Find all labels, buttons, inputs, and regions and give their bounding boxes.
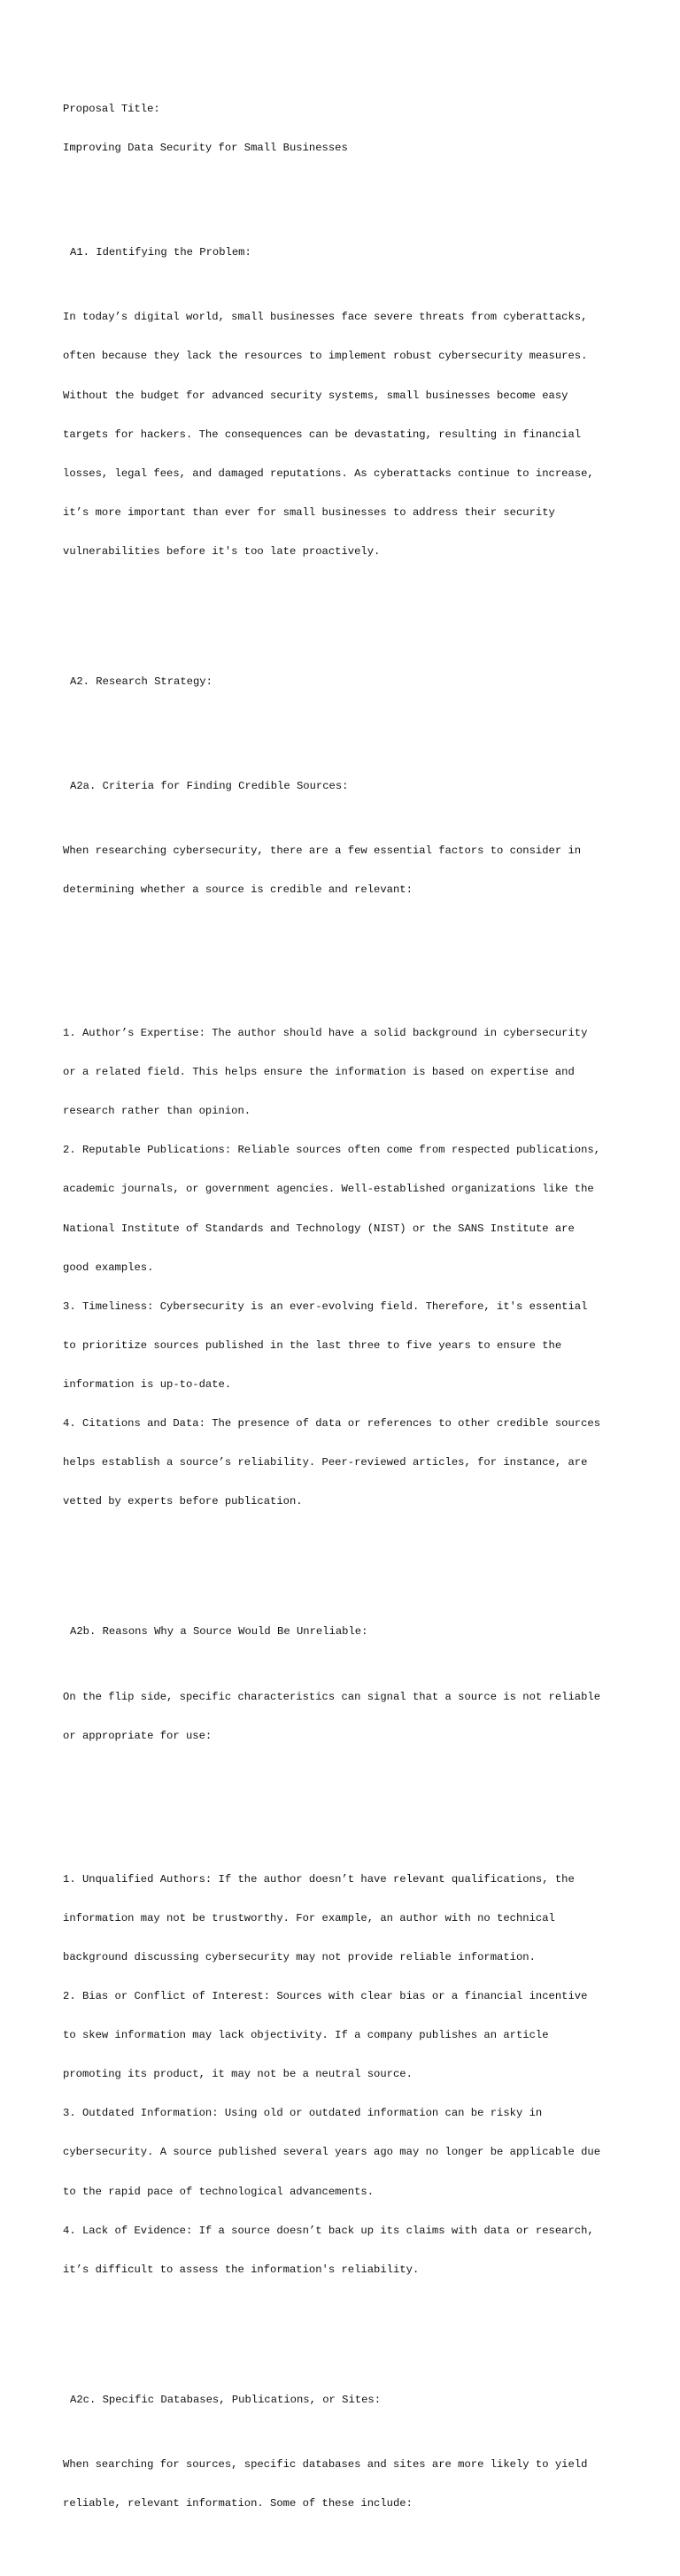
list-line: to skew information may lack objectivity. If a company publishes an article — [63, 2029, 549, 2042]
list-line: good examples. — [63, 1261, 154, 1274]
paragraph-line: determining whether a source is credible and relevant: — [63, 883, 413, 897]
paragraph-line: reliable, relevant information. Some of these include: — [63, 2497, 413, 2510]
list-line: helps establish a source’s reliability. Peer-reviewed articles, for instance, are — [63, 1456, 588, 1469]
proposal-title-label: Proposal Title: — [63, 103, 160, 116]
list-line: 3. Timeliness: Cybersecurity is an ever-evolving field. Therefore, it's essential — [63, 1300, 588, 1313]
document-body — [63, 64, 630, 2576]
list-line: information is up-to-date. — [63, 1377, 232, 1391]
section-a2-heading: A2. Research Strategy: — [70, 675, 212, 689]
spacer — [63, 1561, 630, 1586]
spacer — [63, 2328, 630, 2354]
spacer — [63, 949, 630, 975]
paragraph-line: or appropriate for use: — [63, 1729, 212, 1742]
spacer — [63, 1794, 630, 1820]
list-line: vetted by experts before publication. — [63, 1495, 303, 1508]
list-line: 4. Lack of Evidence: If a source doesn’t back up its claims with data or research, — [63, 2224, 594, 2237]
list-line: 4. Citations and Data: The presence of data or references to other credible sources — [63, 1417, 601, 1431]
list-line: 1. Unqualified Authors: If the author doesn’t have relevant qualifications, the — [63, 1872, 575, 1886]
proposal-title: Improving Data Security for Small Businesses — [63, 142, 348, 155]
list-line: to the rapid pace of technological advancements. — [63, 2185, 375, 2198]
section-a2b-intro — [63, 1664, 630, 1769]
spacer — [63, 181, 630, 206]
list-line: to prioritize sources published in the last three to five years to ensure the — [63, 1338, 562, 1352]
paragraph-line: When researching cybersecurity, there are a few essential factors to consider in — [63, 845, 582, 858]
paragraph-line: vulnerabilities before it's too late proactively. — [63, 545, 381, 558]
list-line: 1. Author’s Expertise: The author should have a solid background in cybersecurity — [63, 1026, 588, 1039]
list-line: cybersecurity. A source published several years ago may no longer be applicable due — [63, 2146, 601, 2159]
section-a2a-heading: A2a. Criteria for Finding Credible Sources: — [70, 779, 349, 792]
list-line: or a related field. This helps ensure the information is based on expertise and — [63, 1066, 575, 1079]
list-line: National Institute of Standards and Technology (NIST) or the SANS Institute are — [63, 1222, 575, 1235]
section-a2c-heading: A2c. Specific Databases, Publications, or Sites: — [70, 2393, 382, 2406]
list-line: background discussing cybersecurity may not provide reliable information. — [63, 1950, 536, 1963]
paragraph-line: Without the budget for advanced security systems, small businesses become easy — [63, 389, 568, 402]
section-a2c-intro — [63, 2433, 630, 2537]
list-line: promoting its product, it may not be a neutral source. — [63, 2068, 413, 2081]
list-line: 2. Reputable Publications: Reliable sources often come from respected publications, — [63, 1144, 601, 1157]
paragraph-line: it’s more important than ever for small businesses to address their security — [63, 505, 555, 519]
spacer — [63, 714, 630, 740]
paragraph-line: In today’s digital world, small businesses face severe threats from cyberattacks, — [63, 311, 588, 324]
paragraph-line: targets for hackers. The consequences can be devastating, resulting in financial — [63, 428, 582, 441]
section-a2b-list — [63, 1847, 630, 2302]
list-line: 3. Outdated Information: Using old or outdated information can be risky in — [63, 2107, 543, 2120]
list-line: information may not be trustworthy. For example, an author with no technical — [63, 1911, 555, 1924]
list-line: research rather than opinion. — [63, 1105, 251, 1118]
section-a2b-heading: A2b. Reasons Why a Source Would Be Unreliable: — [70, 1625, 368, 1639]
spacer — [63, 611, 630, 636]
paragraph-line: On the flip side, specific characteristics can signal that a source is not reliable — [63, 1690, 601, 1703]
list-line: it’s difficult to assess the information's reliability. — [63, 2263, 420, 2276]
section-a2a-intro — [63, 819, 630, 923]
section-a2a-list — [63, 1001, 630, 1535]
paragraph-line: When searching for sources, specific databases and sites are more likely to yield — [63, 2458, 588, 2472]
section-a1-paragraph — [63, 285, 630, 584]
list-line: 2. Bias or Conflict of Interest: Sources with clear bias or a financial incentive — [63, 1989, 588, 2002]
paragraph-line: losses, legal fees, and damaged reputations. As cyberattacks continue to increase, — [63, 467, 594, 480]
section-a1-heading: A1. Identifying the Problem: — [70, 245, 251, 258]
paragraph-line: often because they lack the resources to implement robust cybersecurity measures. — [63, 350, 588, 363]
list-line: academic journals, or government agencies. Well-established organizations like the — [63, 1183, 594, 1196]
